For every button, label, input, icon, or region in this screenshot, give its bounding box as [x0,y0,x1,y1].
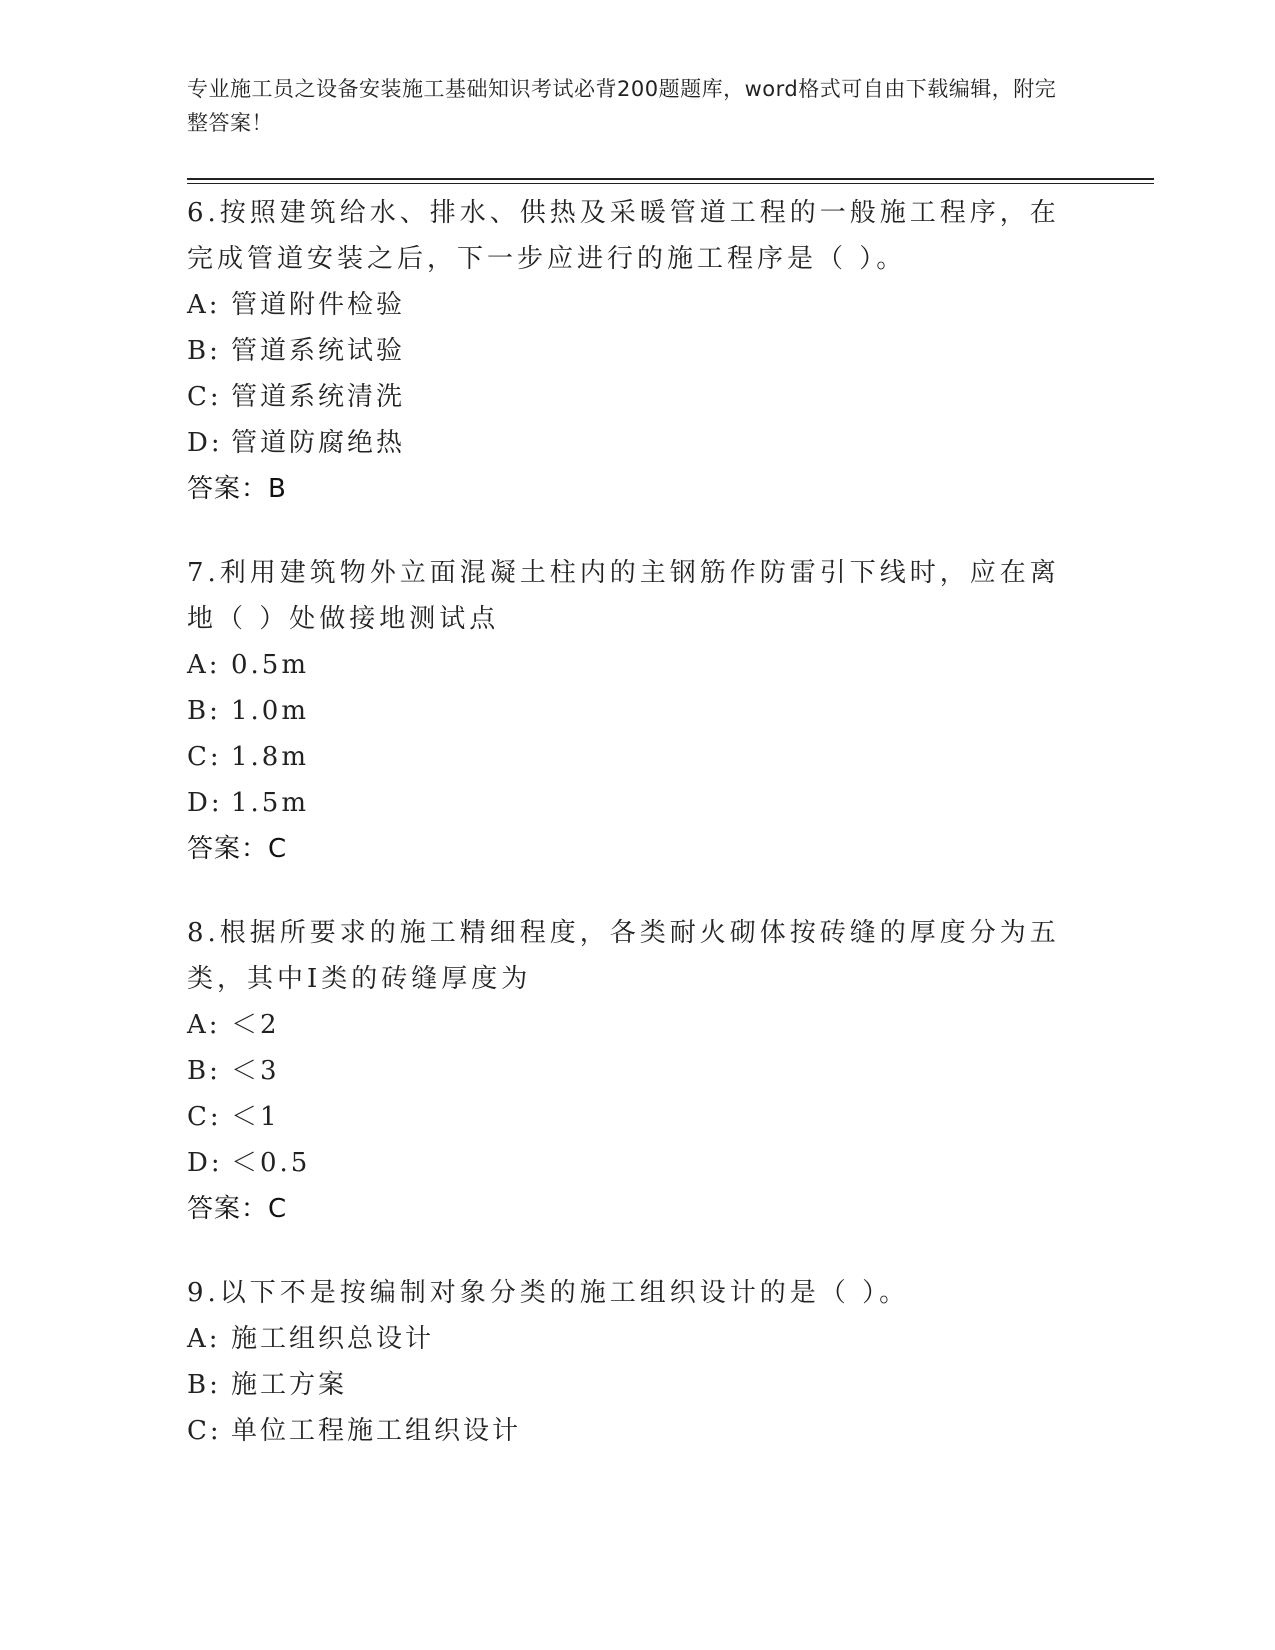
option-key: C: [187,1416,222,1446]
option-text: 施工方案 [231,1370,348,1400]
header-divider-thick [187,178,1154,180]
option-a [187,642,1077,688]
option-b [187,688,1077,734]
option-text: 管道附件检验 [231,290,406,320]
option-c [187,734,1077,780]
option-key: B: [187,1056,221,1086]
option-text: ＜1 [231,1102,280,1132]
option-b [187,1048,1077,1094]
question-stem: 7.利用建筑物外立面混凝土柱内的主钢筋作防雷引下线时，应在离地（ ）处做接地测试点 [187,558,1060,634]
option-key: B: [187,336,221,366]
question-8 [187,910,1077,1232]
option-key: A: [187,650,221,680]
question-6 [187,190,1077,512]
option-c [187,374,1077,420]
option-text: 1.5m [231,788,310,818]
option-text: 施工组织总设计 [231,1324,435,1354]
question-stem: 8.根据所要求的施工精细程度，各类耐火砌体按砖缝的厚度分为五类，其中Ⅰ类的砖缝厚度为 [187,918,1060,994]
option-text: ＜3 [231,1056,280,1086]
option-c [187,1408,1077,1454]
option-key: C: [187,1102,222,1132]
option-key: D: [187,428,223,458]
option-key: C: [187,742,222,772]
option-text: ＜0.5 [231,1148,311,1178]
option-key: A: [187,1010,221,1040]
option-a [187,1002,1077,1048]
option-a [187,282,1077,328]
question-stem: 9.以下不是按编制对象分类的施工组织设计的是（ ）。 [187,1278,910,1308]
option-text: 单位工程施工组织设计 [231,1416,522,1446]
option-key: D: [187,788,223,818]
option-d [187,780,1077,826]
option-key: A: [187,1324,221,1354]
option-d [187,1140,1077,1186]
option-text: 管道系统试验 [231,336,406,366]
question-list [187,190,1077,1492]
option-text: 管道防腐绝热 [231,428,406,458]
answer-line: 答案：C [187,1194,288,1224]
answer-line: 答案：B [187,474,287,504]
answer-line: 答案：C [187,834,288,864]
option-text: 1.0m [231,696,310,726]
header-divider-thin [187,183,1154,184]
option-key: D: [187,1148,223,1178]
option-a [187,1316,1077,1362]
option-d [187,420,1077,466]
option-text: 0.5m [231,650,310,680]
question-9 [187,1270,1077,1454]
option-key: C: [187,382,222,412]
option-key: B: [187,696,221,726]
option-b [187,328,1077,374]
option-text: ＜2 [231,1010,280,1040]
option-c [187,1094,1077,1140]
option-key: B: [187,1370,221,1400]
option-key: A: [187,290,221,320]
option-text: 管道系统清洗 [231,382,406,412]
option-b [187,1362,1077,1408]
question-stem: 6.按照建筑给水、排水、供热及采暖管道工程的一般施工程序，在完成管道安装之后，下一步应进行的施工程序是（ ）。 [187,198,1060,274]
option-text: 1.8m [231,742,310,772]
document-header: 专业施工员之设备安装施工基础知识考试必背200题题库，word格式可自由下载编辑，附完整答案！ [187,77,1057,135]
question-7 [187,550,1077,872]
